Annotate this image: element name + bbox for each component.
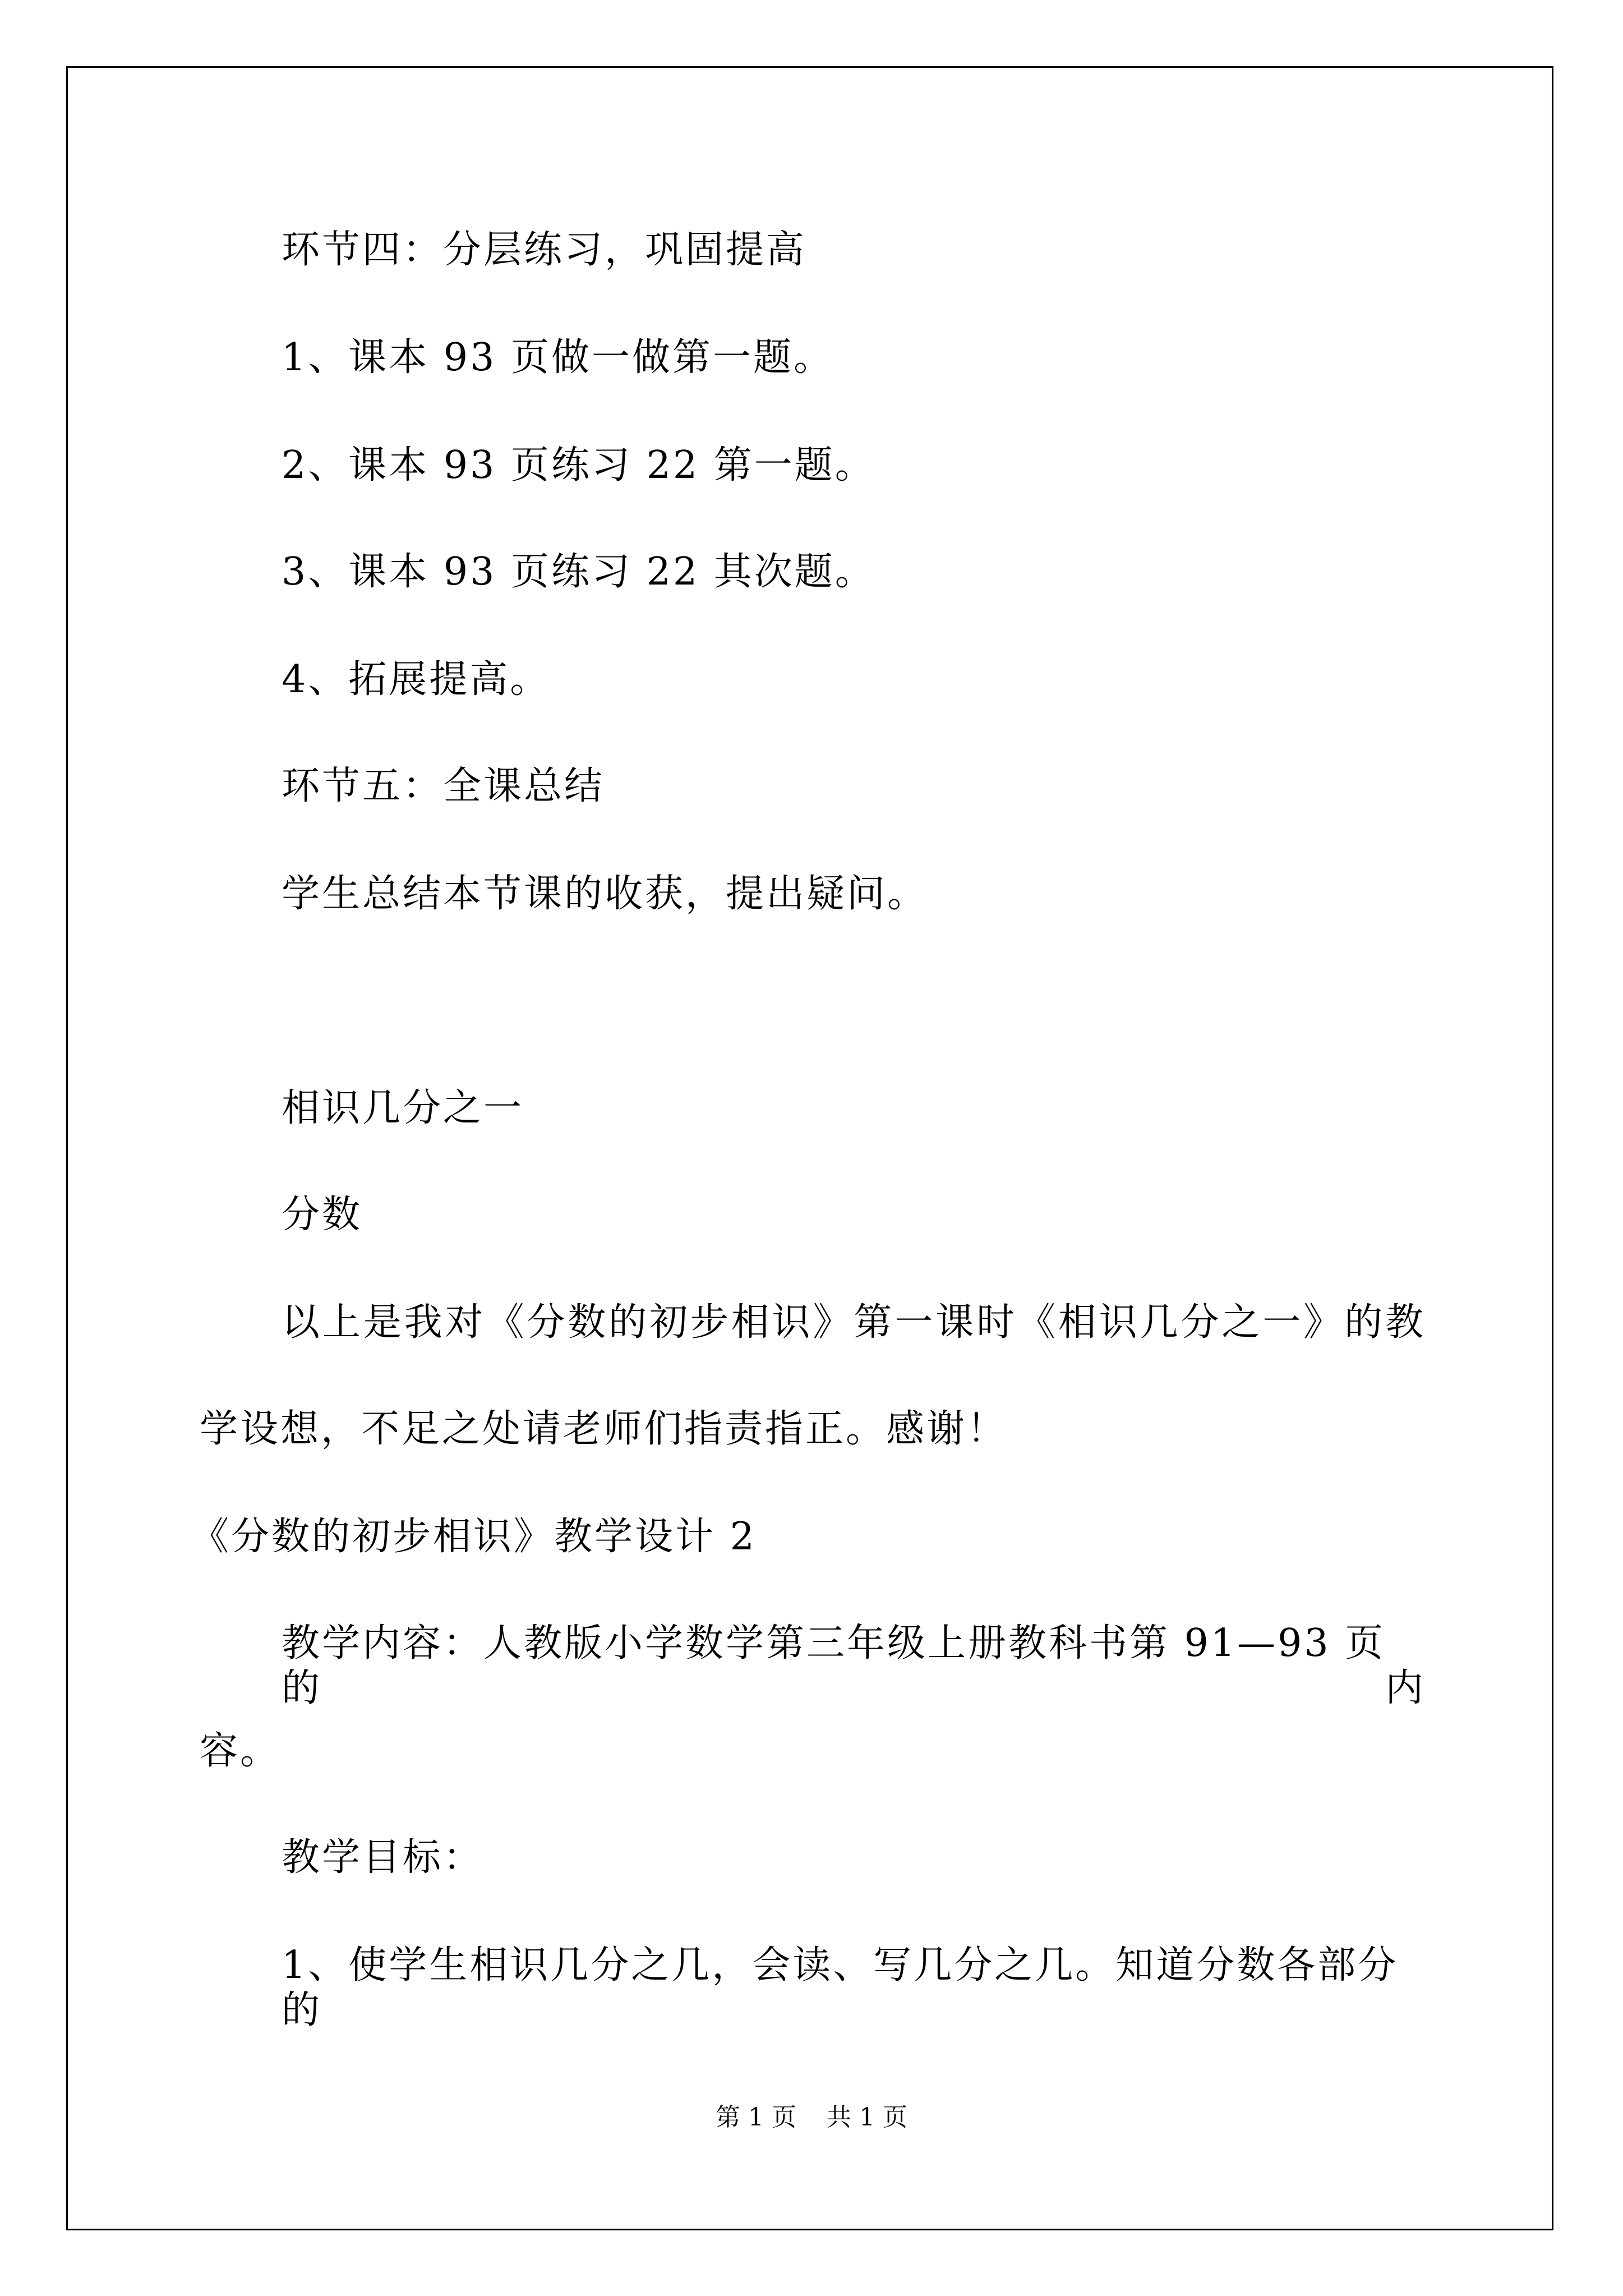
board-title: 相识几分之一 xyxy=(282,1086,524,1130)
exercise-item-1: 1、课本 93 页做一做第一题。 xyxy=(282,335,834,380)
page-footer xyxy=(0,2097,1623,2133)
board-subtitle: 分数 xyxy=(282,1193,363,1237)
paragraph-closing-line-1: 以上是我对《分数的初步相识》第一课时《相识几分之一》的教 xyxy=(282,1300,1426,1345)
section-heading-4: 环节四：分层练习，巩固提高 xyxy=(282,228,807,272)
exercise-item-4: 4、拓展提高。 xyxy=(282,657,551,702)
exercise-item-2: 2、课本 93 页练习 22 第一题。 xyxy=(282,443,875,487)
section-heading-5: 环节五：全课总结 xyxy=(282,764,605,808)
document-title: 《分数的初步相识》教学设计 2 xyxy=(191,1515,757,1559)
teaching-content-line-2: 容。 xyxy=(200,1729,281,1773)
page-number: 第 1 页 xyxy=(716,2103,796,2132)
teaching-goal-1: 1、使学生相识几分之几，会读、写几分之几。知道分数各部分的 xyxy=(282,1943,1399,2032)
paragraph-summary: 学生总结本节课的收获，提出疑问。 xyxy=(282,872,928,916)
page-total: 共 1 页 xyxy=(827,2103,907,2132)
paragraph-closing-line-2: 学设想，不足之处请老师们指责指正。感谢！ xyxy=(200,1407,1008,1451)
teaching-goals-heading: 教学目标： xyxy=(282,1835,484,1880)
exercise-item-3: 3、课本 93 页练习 22 其次题。 xyxy=(282,550,875,594)
teaching-content-line-1: 教学内容：人教版小学数学第三年级上册教科书第 91—93 页的内 xyxy=(282,1621,1426,1710)
